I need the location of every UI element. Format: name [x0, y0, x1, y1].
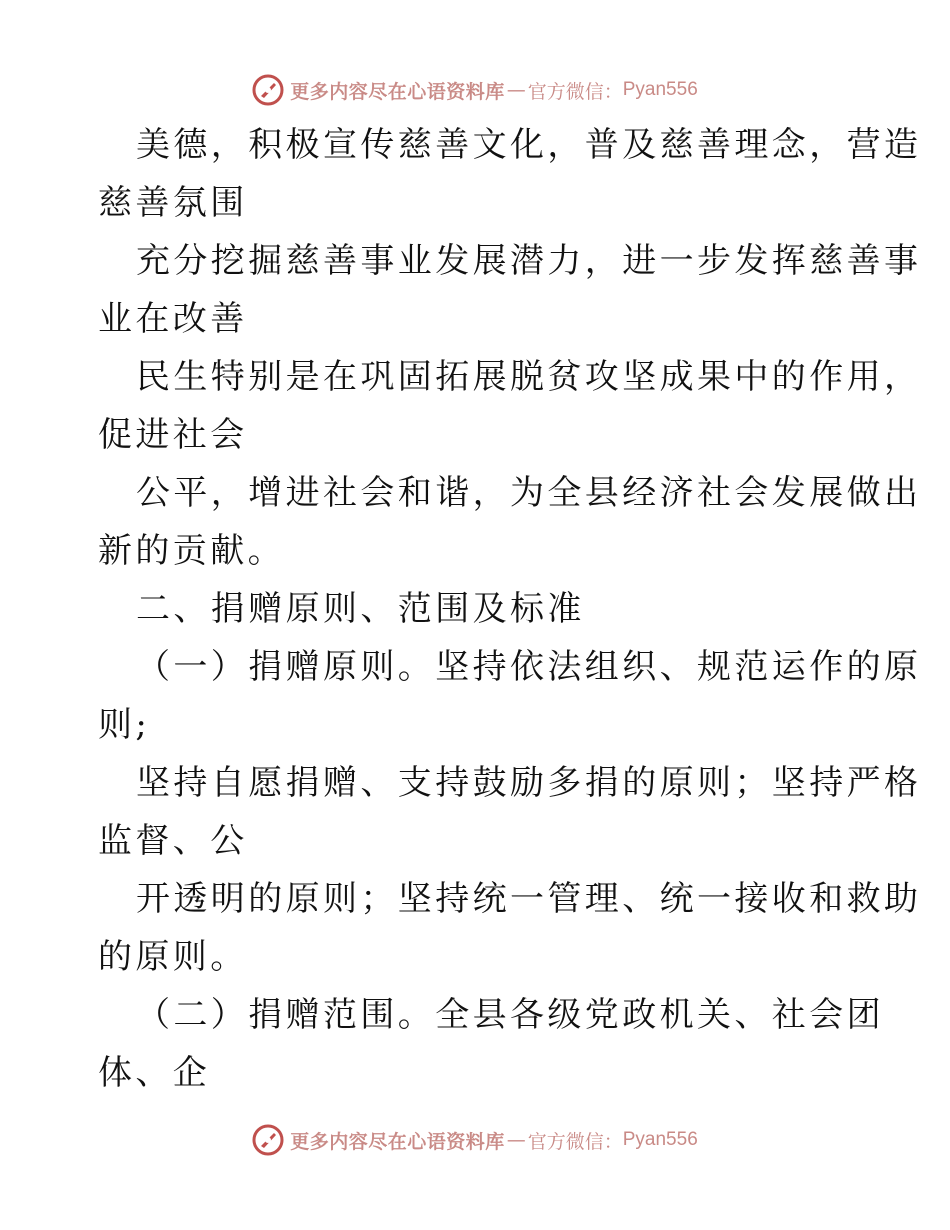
paragraph-line: 充分挖掘慈善事业发展潜力，进一步发挥慈善事 — [136, 241, 922, 281]
quill-logo-icon — [252, 74, 284, 106]
footer-watermark — [0, 1120, 950, 1160]
paragraph-3 — [98, 348, 922, 464]
paragraph-line: 的原则。 — [98, 937, 248, 977]
paragraph-line: 美德，积极宣传慈善文化，普及慈善理念，营造 — [136, 125, 922, 165]
section-heading-text: 二、捐赠原则、范围及标准 — [136, 589, 585, 629]
paragraph-line: 监督、公 — [98, 821, 248, 861]
paragraph-line: （一）捐赠原则。坚持依法组织、规范运作的原 — [136, 647, 922, 687]
paragraph-line: 体、企 — [98, 1053, 211, 1093]
quill-logo-icon — [252, 1124, 284, 1156]
paragraph-line: 慈善氛围 — [98, 183, 248, 223]
paragraph-line: （二）捐赠范围。全县各级党政机关、社会团 — [136, 995, 884, 1035]
paragraph-2 — [98, 232, 922, 348]
paragraph-line: 新的贡献。 — [98, 531, 285, 571]
paragraph-line: 促进社会 — [98, 415, 248, 455]
watermark-wechat-id: Pyan556 — [622, 1129, 698, 1150]
paragraph-4 — [98, 464, 922, 580]
header-watermark — [0, 70, 950, 110]
paragraph-line: 坚持自愿捐赠、支持鼓励多捐的原则；坚持严格 — [136, 763, 922, 803]
section-heading — [98, 580, 858, 638]
watermark-main-text: 更多内容尽在心语资料库 — [290, 80, 505, 103]
paragraph-line: 民生特别是在巩固拓展脱贫攻坚成果中的作用， — [136, 357, 922, 397]
paragraph-1 — [98, 116, 922, 232]
watermark-wechat-id: Pyan556 — [622, 79, 698, 100]
watermark-sub-text: 官方微信： — [527, 80, 623, 103]
paragraph-line: 公平，增进社会和谐，为全县经济社会发展做出 — [136, 473, 922, 513]
paragraph-8 — [98, 870, 922, 986]
paragraph-line: 业在改善 — [98, 299, 248, 339]
document-body — [98, 116, 922, 1102]
paragraph-7 — [98, 754, 922, 870]
watermark-main-text: 更多内容尽在心语资料库 — [290, 1130, 505, 1153]
paragraph-9 — [98, 986, 884, 1102]
paragraph-line: 开透明的原则；坚持统一管理、统一接收和救助 — [136, 879, 922, 919]
watermark-dash: — — [506, 1129, 526, 1151]
paragraph-6 — [98, 638, 922, 754]
watermark-sub-text: 官方微信： — [527, 1130, 623, 1153]
paragraph-line: 则; — [98, 705, 151, 745]
watermark-dash: — — [506, 79, 526, 101]
